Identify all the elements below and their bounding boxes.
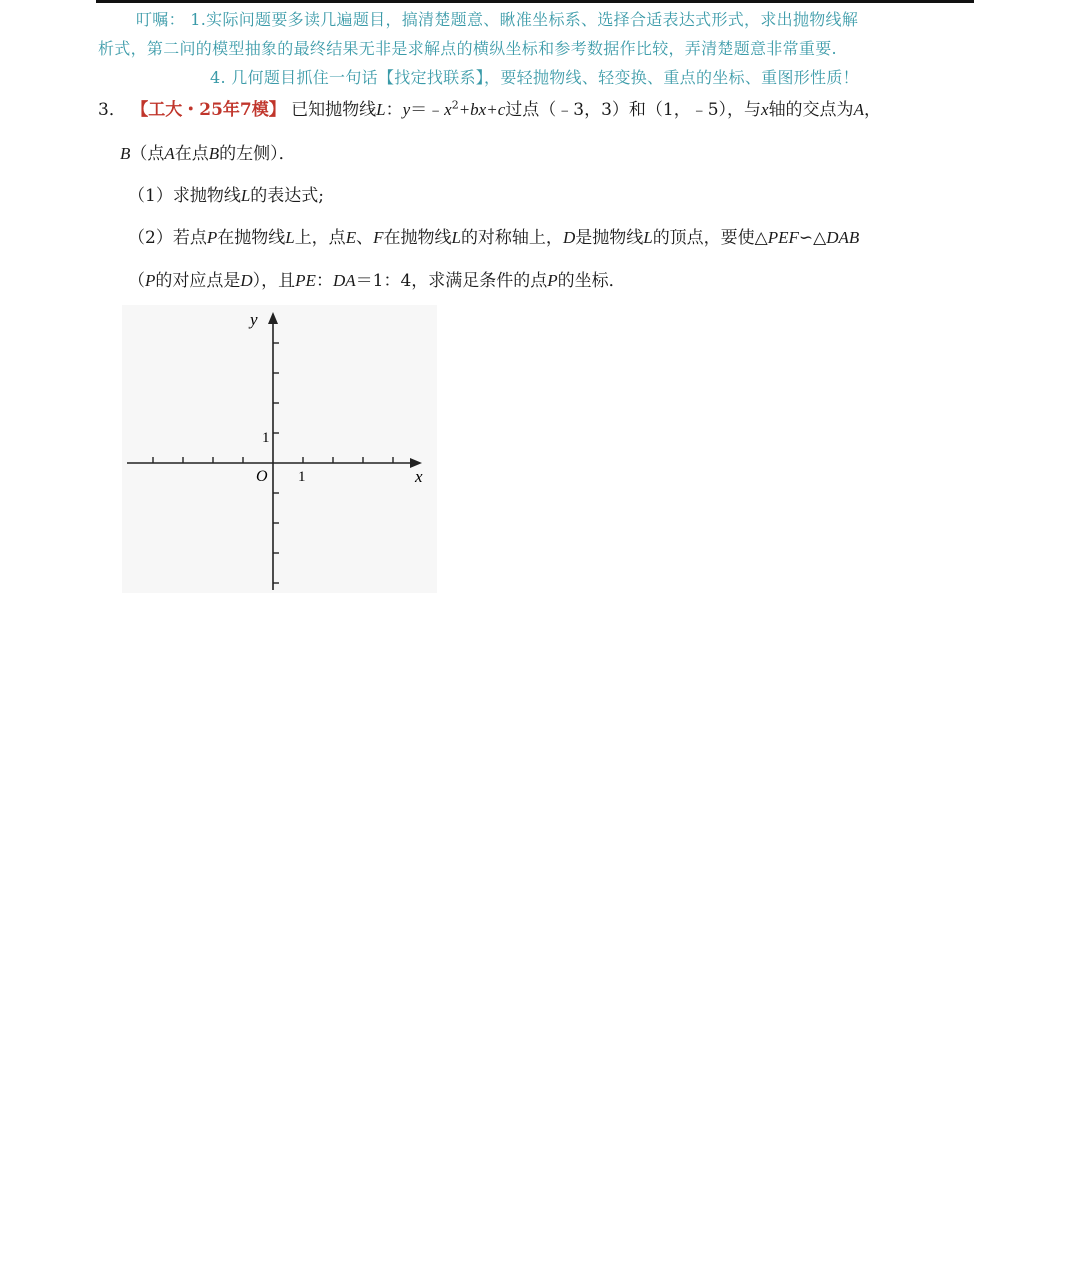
var-DAB: DAB bbox=[826, 228, 860, 247]
var-L: L bbox=[285, 228, 295, 247]
var-x: x bbox=[444, 100, 452, 119]
stem-text: 已知抛物线 bbox=[291, 100, 377, 120]
part-text: ∽△ bbox=[798, 228, 827, 248]
question-number: 3． bbox=[98, 100, 126, 120]
part-text: （ bbox=[128, 271, 145, 291]
reminder-note bbox=[98, 5, 978, 92]
part-text: 的对称轴上， bbox=[460, 228, 563, 248]
var-bx-c: +bx+c bbox=[458, 100, 506, 119]
question-stem-line-1 bbox=[98, 95, 881, 120]
stem-text: ： bbox=[385, 100, 403, 120]
stem-text: 过点（﹣3，3）和（1，﹣5），与 bbox=[505, 100, 762, 120]
part-text: 在抛物线 bbox=[383, 228, 452, 248]
figure-background bbox=[122, 305, 437, 593]
var-PE: PE bbox=[295, 271, 316, 290]
stem-text: （点 bbox=[130, 144, 165, 164]
var-L: L bbox=[376, 100, 386, 119]
part-text: （1）求抛物线 bbox=[128, 186, 241, 206]
y-tick-label: 1 bbox=[262, 430, 270, 446]
stem-text: 在点 bbox=[174, 144, 209, 164]
var-A: A bbox=[164, 144, 175, 163]
part-text: 、 bbox=[356, 228, 374, 248]
stem-text: 的左侧）． bbox=[219, 144, 296, 164]
var-F: F bbox=[373, 228, 384, 247]
part-text: 的坐标． bbox=[557, 271, 626, 291]
question-part-2 bbox=[128, 223, 859, 248]
origin-label: O bbox=[256, 468, 268, 485]
coordinate-figure bbox=[122, 305, 437, 593]
part-text: 上，点 bbox=[294, 228, 346, 248]
var-DA: DA bbox=[332, 271, 356, 290]
part-text: 在抛物线 bbox=[217, 228, 286, 248]
part-text: 的表达式; bbox=[250, 186, 325, 206]
var-PEF: PEF bbox=[767, 228, 799, 247]
var-E: E bbox=[345, 228, 357, 247]
var-D: D bbox=[562, 228, 576, 247]
y-axis-label: y bbox=[250, 310, 258, 329]
part-text: ＝1：4，求满足条件的点 bbox=[355, 271, 548, 291]
question-source: 【工大・25年7模】 bbox=[131, 100, 286, 120]
var-A: A bbox=[853, 100, 864, 119]
var-P: P bbox=[547, 271, 558, 290]
part-text: 的顶点，要使△ bbox=[652, 228, 768, 248]
stem-text: 轴的交点为 bbox=[768, 100, 854, 120]
x-tick-label: 1 bbox=[298, 469, 306, 485]
part-text: ），且 bbox=[252, 271, 296, 291]
var-B: B bbox=[120, 144, 131, 163]
var-D: D bbox=[240, 271, 253, 290]
var-L: L bbox=[643, 228, 653, 247]
var-L: L bbox=[240, 186, 251, 205]
exponent: 2 bbox=[451, 98, 459, 112]
part-text: 的对应点是 bbox=[155, 271, 241, 291]
question-part-2-cont bbox=[128, 266, 626, 291]
part-text: 是抛物线 bbox=[575, 228, 644, 248]
top-rule bbox=[96, 0, 974, 3]
var-P: P bbox=[206, 228, 218, 247]
var-B: B bbox=[208, 144, 220, 163]
var-L: L bbox=[451, 228, 461, 247]
part-text: ： bbox=[315, 271, 333, 291]
reminder-line-3: 4. 几何题目抓住一句话【找定找联系】，要轻抛物线、轻变换、重点的坐标、重图形性质！ bbox=[210, 68, 859, 87]
reminder-line-1: 叮嘱： 1.实际问题要多读几遍题目，搞清楚题意、瞅准坐标系、选择合适表达式形式，求出抛物线解 bbox=[136, 10, 859, 29]
var-P: P bbox=[145, 271, 156, 290]
var-x: x bbox=[761, 100, 769, 119]
stem-text: ， bbox=[863, 100, 881, 120]
part-text: （2）若点 bbox=[128, 228, 207, 248]
x-axis-label: x bbox=[415, 467, 423, 486]
question-stem-line-2 bbox=[120, 139, 296, 164]
var-y: y bbox=[402, 100, 411, 119]
reminder-line-2: 析式，第二问的模型抽象的最终结果无非是求解点的横纵坐标和参考数据作比较，弄清楚题意非常重要. bbox=[98, 39, 837, 58]
question-part-1 bbox=[128, 181, 324, 206]
stem-text: ＝﹣ bbox=[410, 100, 445, 120]
